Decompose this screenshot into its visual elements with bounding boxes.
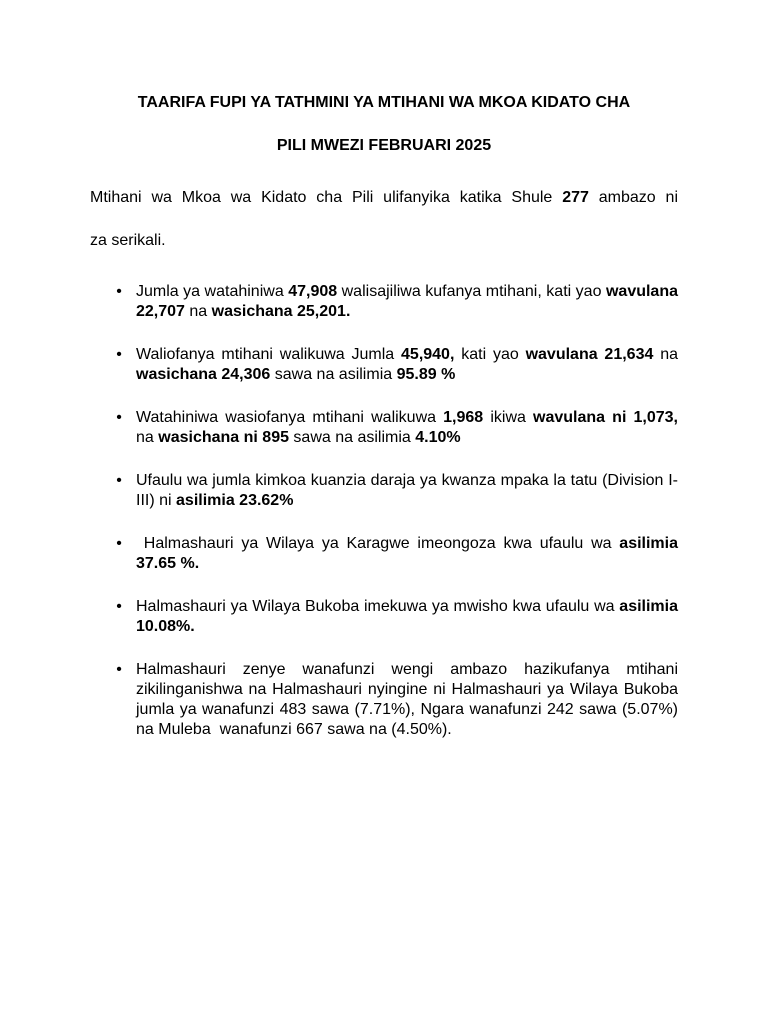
item-text: Jumla ya watahiniwa xyxy=(136,283,289,300)
item-text: na xyxy=(136,429,159,446)
item-text: kati yao xyxy=(454,346,526,363)
list-item-top-council xyxy=(0,534,678,574)
report-title-line-2: PILI MWEZI FEBRUARI 2025 xyxy=(276,137,492,154)
item-text: Halmashauri zenye wanafunzi wengi ambazo hazikufanya mtihani zikilinganishwa na Halmashauri nyingine ni Halmashauri ya Wilaya Bukoba jumla ya wanafunzi 483 sawa (7.71%), Ngara wanafunzi 242 sawa (5.07%) na Muleba wanafunzi 667 sawa na (4.50%). xyxy=(136,661,683,738)
item-bold: 4.10% xyxy=(415,429,461,446)
item-text: na xyxy=(184,303,212,320)
bullet-icon: • xyxy=(116,283,122,300)
item-bold: asilimia 23.62% xyxy=(176,492,294,509)
item-bold: wasichana 25,201. xyxy=(211,303,351,320)
item-text: walisajiliwa kufanya mtihani, kati yao xyxy=(337,283,606,300)
intro-paragraph-line-1 xyxy=(90,188,678,208)
item-text: Watahiniwa wasiofanya mtihani walikuwa xyxy=(136,409,444,426)
item-bold: wavulana ni 1,073, xyxy=(533,409,678,426)
item-text: sawa na asilimia xyxy=(270,366,397,383)
item-bold: wasichana ni 895 xyxy=(158,429,289,446)
intro-paragraph-line-2: za serikali. xyxy=(90,232,166,249)
intro-school-count: 277 xyxy=(562,189,589,206)
list-item-absent-candidates xyxy=(0,408,678,448)
list-item-absentee-councils xyxy=(0,660,683,740)
intro-text: Mtihani wa Mkoa wa Kidato cha Pili ulifanyika katika Shule xyxy=(90,189,563,206)
item-bold: asilimia 37.65 %. xyxy=(136,535,678,572)
item-bold: wavulana 22,707 xyxy=(136,283,678,320)
item-bold: 95.89 % xyxy=(396,366,456,383)
item-bold: wavulana 21,634 xyxy=(525,346,654,363)
item-text: sawa na asilimia xyxy=(288,429,416,446)
intro-text-end: ambazo ni xyxy=(588,189,679,206)
list-item-sat-exam xyxy=(0,345,678,385)
report-title-line-1: TAARIFA FUPI YA TATHMINI YA MTIHANI WA MKOA KIDATO CHA xyxy=(137,94,631,111)
item-bold: 45,940, xyxy=(401,346,455,363)
list-item-registered-candidates xyxy=(0,282,678,322)
item-text: Halmashauri ya Wilaya ya Karagwe imeongoza kwa ufaulu wa xyxy=(136,535,620,552)
bullet-icon: • xyxy=(116,472,122,489)
bullet-icon: • xyxy=(116,598,122,615)
item-bold: 47,908 xyxy=(288,283,338,300)
list-item-overall-pass-rate xyxy=(0,471,678,511)
findings-list xyxy=(0,282,768,763)
item-bold: asilimia 10.08%. xyxy=(136,598,678,635)
item-bold: 1,968 xyxy=(443,409,484,426)
item-text: Waliofanya mtihani walikuwa Jumla xyxy=(136,346,402,363)
bullet-icon: • xyxy=(116,409,122,426)
bullet-icon: • xyxy=(116,346,122,363)
item-text: na xyxy=(653,346,678,363)
item-bold: wasichana 24,306 xyxy=(136,366,271,383)
bullet-icon: • xyxy=(116,661,122,678)
list-item-bottom-council xyxy=(0,597,678,637)
item-text: ikiwa xyxy=(483,409,534,426)
item-text: Ufaulu wa jumla kimkoa kuanzia daraja ya kwanza mpaka la tatu (Division I-III) ni xyxy=(136,472,678,509)
item-text: Halmashauri ya Wilaya Bukoba imekuwa ya mwisho kwa ufaulu wa xyxy=(136,598,620,615)
bullet-icon: • xyxy=(116,535,122,552)
